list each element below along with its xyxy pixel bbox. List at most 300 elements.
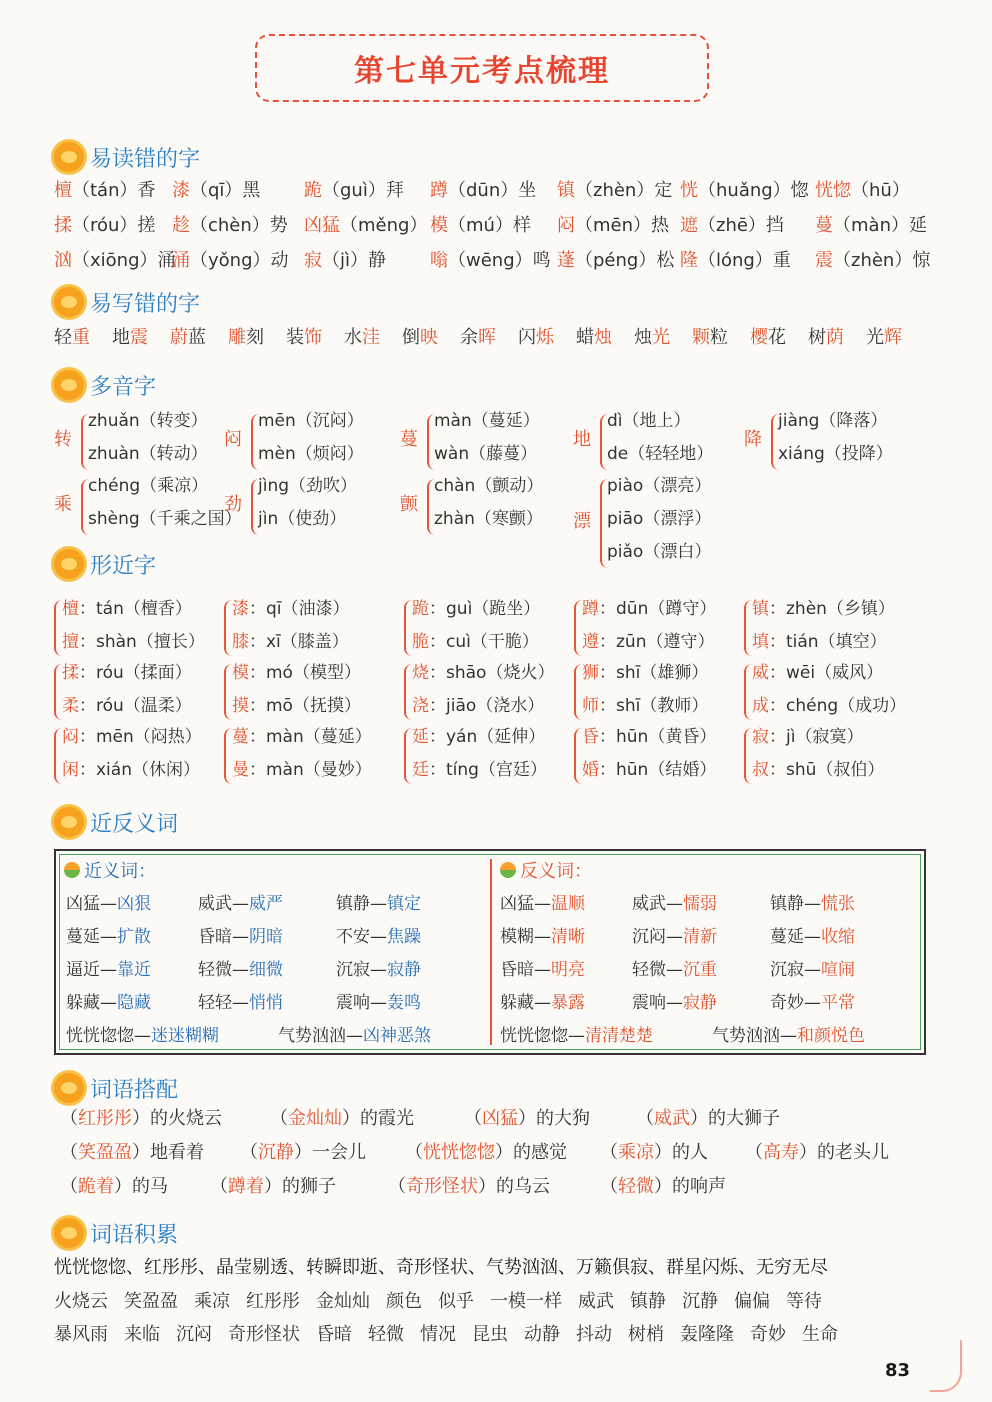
page-number: 83 [885,1360,911,1381]
yidu-item [172,213,288,239]
pair-word: 轰鸣 [387,993,421,1013]
pair-head: 不安— [336,927,387,947]
jilei-word: 沉静 [682,1291,718,1312]
section-title: 多音字 [90,374,157,400]
xingjin-detail: ：mó（模型） [249,663,361,683]
xingjin-item [582,596,716,622]
pair-head: 沉闷— [632,927,683,947]
pair-word: 慌张 [821,894,855,914]
yixie-word [576,323,634,353]
yidu-item [557,248,674,274]
page-corner [930,1340,962,1392]
xingjin-char: 檀 [62,599,79,619]
pair-head: 轻微— [632,960,683,980]
xingjin-detail: ：guì（跪坐） [429,599,541,619]
xingjin-item [752,724,863,750]
xingjin-item [62,757,200,783]
word-part: 晖 [478,327,496,348]
yixie-word [634,323,692,353]
xingjin-char: 脆 [412,632,429,652]
jilei-word: 红彤彤 [246,1291,300,1312]
jilei-word: 奇妙 [750,1324,786,1345]
yixie-word [808,323,866,353]
brace [404,728,412,784]
pair-head: 逼近— [66,960,117,980]
yidu-pinyin: （tán）香 [72,180,156,201]
xingjin-item [412,660,554,686]
synonym-pair [500,1021,653,1046]
pair-head: 凶猛— [66,894,117,914]
xingjin-char: 填 [752,632,769,652]
synonym-pair [632,922,717,947]
duoyin-reading: piāo（漂浮） [607,509,712,529]
word-part: 樱 [750,327,768,348]
word-part: 装 [286,327,304,348]
pair-word: 焦躁 [387,927,421,947]
yidu-char: 恍惚 [815,180,851,201]
dapei-word: 威武 [654,1108,690,1129]
dapei-rest: ）的人 [654,1142,708,1163]
duoyin-reading: jiàng（降落） [778,411,888,431]
yidu-char: 跪 [304,180,322,201]
dapei-word: 红彤彤 [78,1108,132,1129]
yidu-item [815,178,910,204]
xingjin-item [232,693,361,719]
duoyin-reading: jìng（劲吹） [258,476,358,496]
synonym-label: 近义词： [84,861,156,882]
pair-head: 躲藏— [66,993,117,1013]
synonym-pair [66,889,151,914]
xingjin-char: 擅 [62,632,79,652]
word-part: 重 [72,327,90,348]
pair-word: 喧闹 [821,960,855,980]
xingjin-detail: ：jì（寂寞） [769,727,864,747]
yixie-word [344,323,402,353]
duoyin-reading: piào（漂亮） [607,476,712,496]
yidu-pinyin: （huǎng）惚 [698,180,809,201]
yidu-pinyin: （màn）延 [833,215,927,236]
pair-word: 镇定 [387,894,421,914]
word-part: 蜡 [576,327,594,348]
title-banner [255,34,709,102]
pair-word: 扩散 [117,927,151,947]
duoyin-char: 闷 [224,429,242,450]
duoyin-reading: jìn（使劲） [258,509,347,529]
duoyin-char: 漂 [573,510,591,532]
synonym-pair [278,1021,431,1046]
xingjin-item [232,629,349,655]
xingjin-char: 摸 [232,696,249,716]
section-header-jilei [54,1216,178,1250]
yixie-word [518,323,576,353]
dapei-rest: ）的火烧云 [132,1108,222,1129]
xingjin-item [752,596,895,622]
dapei-rest: ）的老头儿 [799,1142,889,1163]
brace [744,664,752,720]
xingjin-char: 威 [752,663,769,683]
xingjin-char: 镇 [752,599,769,619]
jilei-word: 沉闷 [176,1324,212,1345]
pair-word: 清晰 [551,927,585,947]
yidu-char: 揉 [54,215,72,236]
yidu-pinyin: （zhē）挡 [698,215,784,236]
pair-head: 昏暗— [198,927,249,947]
jilei-word: 颜色 [386,1291,422,1312]
yixie-word [460,323,518,353]
yidu-pinyin: （mēn）热 [575,215,670,236]
brace [54,664,62,720]
xingjin-item [232,596,350,622]
xingjin-item [412,693,544,719]
antonym-label: 反义词： [520,861,592,882]
brace [404,664,412,720]
pair-head: 气势汹汹— [278,1026,363,1046]
dapei-rest: ）的响声 [654,1176,726,1197]
dapei-item [240,1140,366,1166]
xingjin-item [232,660,361,686]
xingjin-detail: ：shàn（擅长） [79,632,205,652]
duoyin-reading: zhuǎn（转变） [88,411,208,431]
jilei-word: 来临 [124,1324,160,1345]
pair-head: 凶猛— [500,894,551,914]
section-title: 形近字 [90,553,157,579]
jilei-word: 轻微 [368,1324,404,1345]
jilei-word: 金灿灿 [316,1291,370,1312]
word-part: 震 [130,327,148,348]
yidu-pinyin: （lóng）重 [698,250,791,271]
sun-icon [54,807,84,837]
xingjin-char: 膝 [232,632,249,652]
yixie-word [402,323,460,353]
pair-head: 威武— [198,894,249,914]
duoyin-reading: mèn（烦闷） [258,444,364,464]
yidu-char: 趁 [172,215,190,236]
xingjin-detail: ：shāo（烧火） [429,663,555,683]
brace [574,728,582,784]
yidu-pinyin: （chèn）势 [190,215,288,236]
xingjin-detail: ：tán（檀香） [79,599,192,619]
xingjin-detail: ：shū（叔伯） [769,760,885,780]
synonym-pair [770,922,855,947]
xingjin-char: 烧 [412,663,429,683]
yidu-pinyin: （zhèn）惊 [833,250,931,271]
xingjin-char: 狮 [582,663,599,683]
synonym-pair [770,889,855,914]
pair-head: 气势汹汹— [712,1026,797,1046]
paren: （ [60,1142,78,1163]
synonym-pair [336,889,421,914]
jilei-word: 轰隆隆 [680,1324,734,1345]
paren: （ [210,1176,228,1197]
xingjin-char: 闲 [62,760,79,780]
xingjin-detail: ：róu（揉面） [79,663,192,683]
section-header-duoyin [54,368,156,402]
xingjin-detail: ：zūn（遵守） [599,632,715,652]
yixie-word [286,323,344,353]
yidu-pinyin: （jì）静 [322,250,387,271]
yidu-item [557,213,669,239]
xingjin-char: 柔 [62,696,79,716]
dapei-word: 沉静 [258,1142,294,1163]
yidu-item [304,213,427,239]
dapei-word: 凶猛 [482,1108,518,1129]
brace [574,600,582,656]
word-part: 雕 [228,327,246,348]
yidu-item [304,178,404,204]
xingjin-char: 师 [582,696,599,716]
duoyin-char: 转 [54,429,72,450]
jilei-word: 笑盈盈 [124,1291,178,1312]
pair-word: 细微 [249,960,283,980]
section-header-xingjin [54,547,156,581]
pair-word: 阴暗 [249,927,283,947]
word-part: 倒 [402,327,420,348]
xingjin-detail: ：jiāo（浇水） [429,696,545,716]
duoyin-char: 蔓 [400,429,418,450]
section-header-dapei [54,1071,178,1105]
xingjin-item [62,660,192,686]
synonym-pair [66,1021,219,1046]
synonym-pair [770,955,855,980]
word-part: 树 [808,327,826,348]
paren: （ [60,1176,78,1197]
dapei-item [60,1174,168,1200]
duoyin-reading: xiáng（投降） [778,444,893,464]
word-part: 颗 [692,327,710,348]
xingjin-item [62,629,205,655]
pair-head: 奇妙— [770,993,821,1013]
xingjin-item [62,693,192,719]
xingjin-char: 模 [232,663,249,683]
pair-word: 和颜悦色 [797,1026,865,1046]
synonym-pair [336,988,421,1013]
pair-word: 清新 [683,927,717,947]
dapei-rest: ）的感觉 [495,1142,567,1163]
yidu-char: 涌 [172,250,190,271]
yidu-item [430,178,536,204]
yidu-char: 恍 [680,180,698,201]
yidu-char: 漆 [172,180,190,201]
jilei-word: 昆虫 [472,1324,508,1345]
page-title: 第七单元考点梳理 [354,54,610,89]
paren: （ [745,1142,763,1163]
word-part: 饰 [304,327,322,348]
synonym-pair [770,988,855,1013]
yidu-item [54,248,176,274]
jilei-word: 乘凉 [194,1291,230,1312]
jilei-word: 等待 [786,1291,822,1312]
pair-head: 恍恍惚惚— [500,1026,585,1046]
brace [224,728,232,784]
duoyin-reading: chéng（乘凉） [88,476,209,496]
word-part: 光 [866,327,884,348]
paren: （ [270,1108,288,1129]
sun-icon [54,287,84,317]
sun-icon [54,370,84,400]
pair-word: 隐藏 [117,993,151,1013]
dapei-rest: ）的狮子 [264,1176,336,1197]
yixie-word [866,323,924,353]
pair-word: 寂静 [387,960,421,980]
word-part: 荫 [826,327,844,348]
synonym-pair [66,955,151,980]
xingjin-detail: ：chéng（成功） [769,696,907,716]
yidu-pinyin: （xiōng）涌 [72,250,176,271]
dot-icon [64,862,80,878]
xingjin-item [412,629,539,655]
xingjin-char: 浇 [412,696,429,716]
word-part: 蔚 [170,327,188,348]
jilei-line-1: 恍恍惚惚、红彤彤、晶莹剔透、转瞬即逝、奇形怪状、气势汹汹、万籁俱寂、群星闪烁、无穷无尽 [54,1257,828,1278]
xingjin-item [752,693,906,719]
pair-head: 震响— [336,993,387,1013]
yidu-char: 寂 [304,250,322,271]
word-part: 蓝 [188,327,206,348]
dapei-word: 蹲着 [228,1176,264,1197]
pair-word: 暴露 [551,993,585,1013]
yixie-word [170,323,228,353]
yidu-char: 蓬 [557,250,575,271]
dapei-word: 奇形怪状 [406,1176,478,1197]
word-part: 烛 [634,327,652,348]
jilei-word: 似乎 [438,1291,474,1312]
xingjin-char: 昏 [582,727,599,747]
word-part: 光 [652,327,670,348]
word-part: 轻 [54,327,72,348]
xingjin-char: 蹲 [582,599,599,619]
xingjin-char: 叔 [752,760,769,780]
yidu-pinyin: （dūn）坐 [448,180,537,201]
yixie-word [112,323,170,353]
yidu-item [680,213,784,239]
duoyin-reading: zhàn（寒颤） [434,509,543,529]
dapei-rest: ）的大狗 [518,1108,590,1129]
yidu-char: 闷 [557,215,575,236]
xingjin-item [752,757,884,783]
synonym-pair [712,1021,865,1046]
xingjin-char: 曼 [232,760,249,780]
dapei-word: 金灿灿 [288,1108,342,1129]
word-part: 烛 [594,327,612,348]
duoyin-reading: zhuàn（转动） [88,444,208,464]
yidu-item [680,248,791,274]
yixie-word [692,323,750,353]
xingjin-item [752,660,883,686]
duoyin-char: 地 [573,429,591,450]
brace [574,664,582,720]
yixie-list [54,323,952,353]
yidu-pinyin: （měng） [340,215,428,236]
jilei-word: 昏暗 [316,1324,352,1345]
section-header-jinfan [54,805,178,839]
synonym-pair [632,889,717,914]
dapei-word: 恍恍惚惚 [423,1142,495,1163]
dapei-item [745,1140,889,1166]
yidu-char: 嗡 [430,250,448,271]
synonym-pair [336,955,421,980]
pair-word: 沉重 [683,960,717,980]
dapei-item [405,1140,567,1166]
pair-head: 蔓延— [770,927,821,947]
pair-word: 懦弱 [683,894,717,914]
dapei-rest: ）的大狮子 [690,1108,780,1129]
dapei-rest: ）一会儿 [294,1142,366,1163]
jilei-word: 抖动 [576,1324,612,1345]
dapei-word: 高寿 [763,1142,799,1163]
xingjin-detail: ：cuì（干脆） [429,632,539,652]
synonym-pair [198,955,283,980]
xingjin-detail: ：mēn（闷热） [79,727,202,747]
section-title: 词语积累 [90,1222,179,1248]
yidu-pinyin: （mú）样 [448,215,531,236]
synonym-pair [198,922,283,947]
pair-head: 恍恍惚惚— [66,1026,151,1046]
paren: （ [240,1142,258,1163]
synonym-pair [66,988,151,1013]
yidu-char: 镇 [557,180,575,201]
xingjin-item [412,757,547,783]
xingjin-item [582,629,714,655]
paren: （ [388,1176,406,1197]
xingjin-detail: ：tián（填空） [769,632,887,652]
pair-word: 平常 [821,993,855,1013]
yidu-item [172,248,289,274]
pair-word: 清清楚楚 [585,1026,653,1046]
brace [744,600,752,656]
xingjin-char: 成 [752,696,769,716]
section-title: 易写错的字 [90,291,201,317]
jilei-word: 偏偏 [734,1291,770,1312]
xingjin-item [62,724,202,750]
yixie-word [54,323,112,353]
word-part: 闪 [518,327,536,348]
dapei-word: 乘凉 [618,1142,654,1163]
word-part: 水 [344,327,362,348]
xingjin-item [412,724,545,750]
xingjin-char: 寂 [752,727,769,747]
xingjin-item [582,660,708,686]
antonym-header [500,857,592,883]
xingjin-char: 揉 [62,663,79,683]
dapei-word: 跪着 [78,1176,114,1197]
sun-icon [54,549,84,579]
dapei-item [636,1106,780,1132]
dapei-item [600,1174,726,1200]
yidu-pinyin: （yǒng）动 [190,250,289,271]
yidu-item [680,178,809,204]
xingjin-item [582,693,708,719]
pair-head: 轻轻— [198,993,249,1013]
dapei-rest: ）的霞光 [342,1108,414,1129]
xingjin-detail: ：tíng（宫廷） [429,760,547,780]
word-part: 洼 [362,327,380,348]
word-part: 映 [420,327,438,348]
pair-word: 明亮 [551,960,585,980]
dapei-rest: ）地看着 [132,1142,204,1163]
section-header-yixie [54,285,200,319]
yixie-word [750,323,808,353]
dapei-rest: ）的乌云 [478,1176,550,1197]
box-divider [490,859,492,1045]
yidu-pinyin: （guì）拜 [322,180,404,201]
jilei-word: 生命 [802,1324,838,1345]
jilei-line-3 [54,1320,952,1350]
section-title: 词语搭配 [90,1077,179,1103]
pair-head: 震响— [632,993,683,1013]
sun-icon [54,1073,84,1103]
section-header-yidu [54,140,200,174]
yidu-item [304,248,386,274]
